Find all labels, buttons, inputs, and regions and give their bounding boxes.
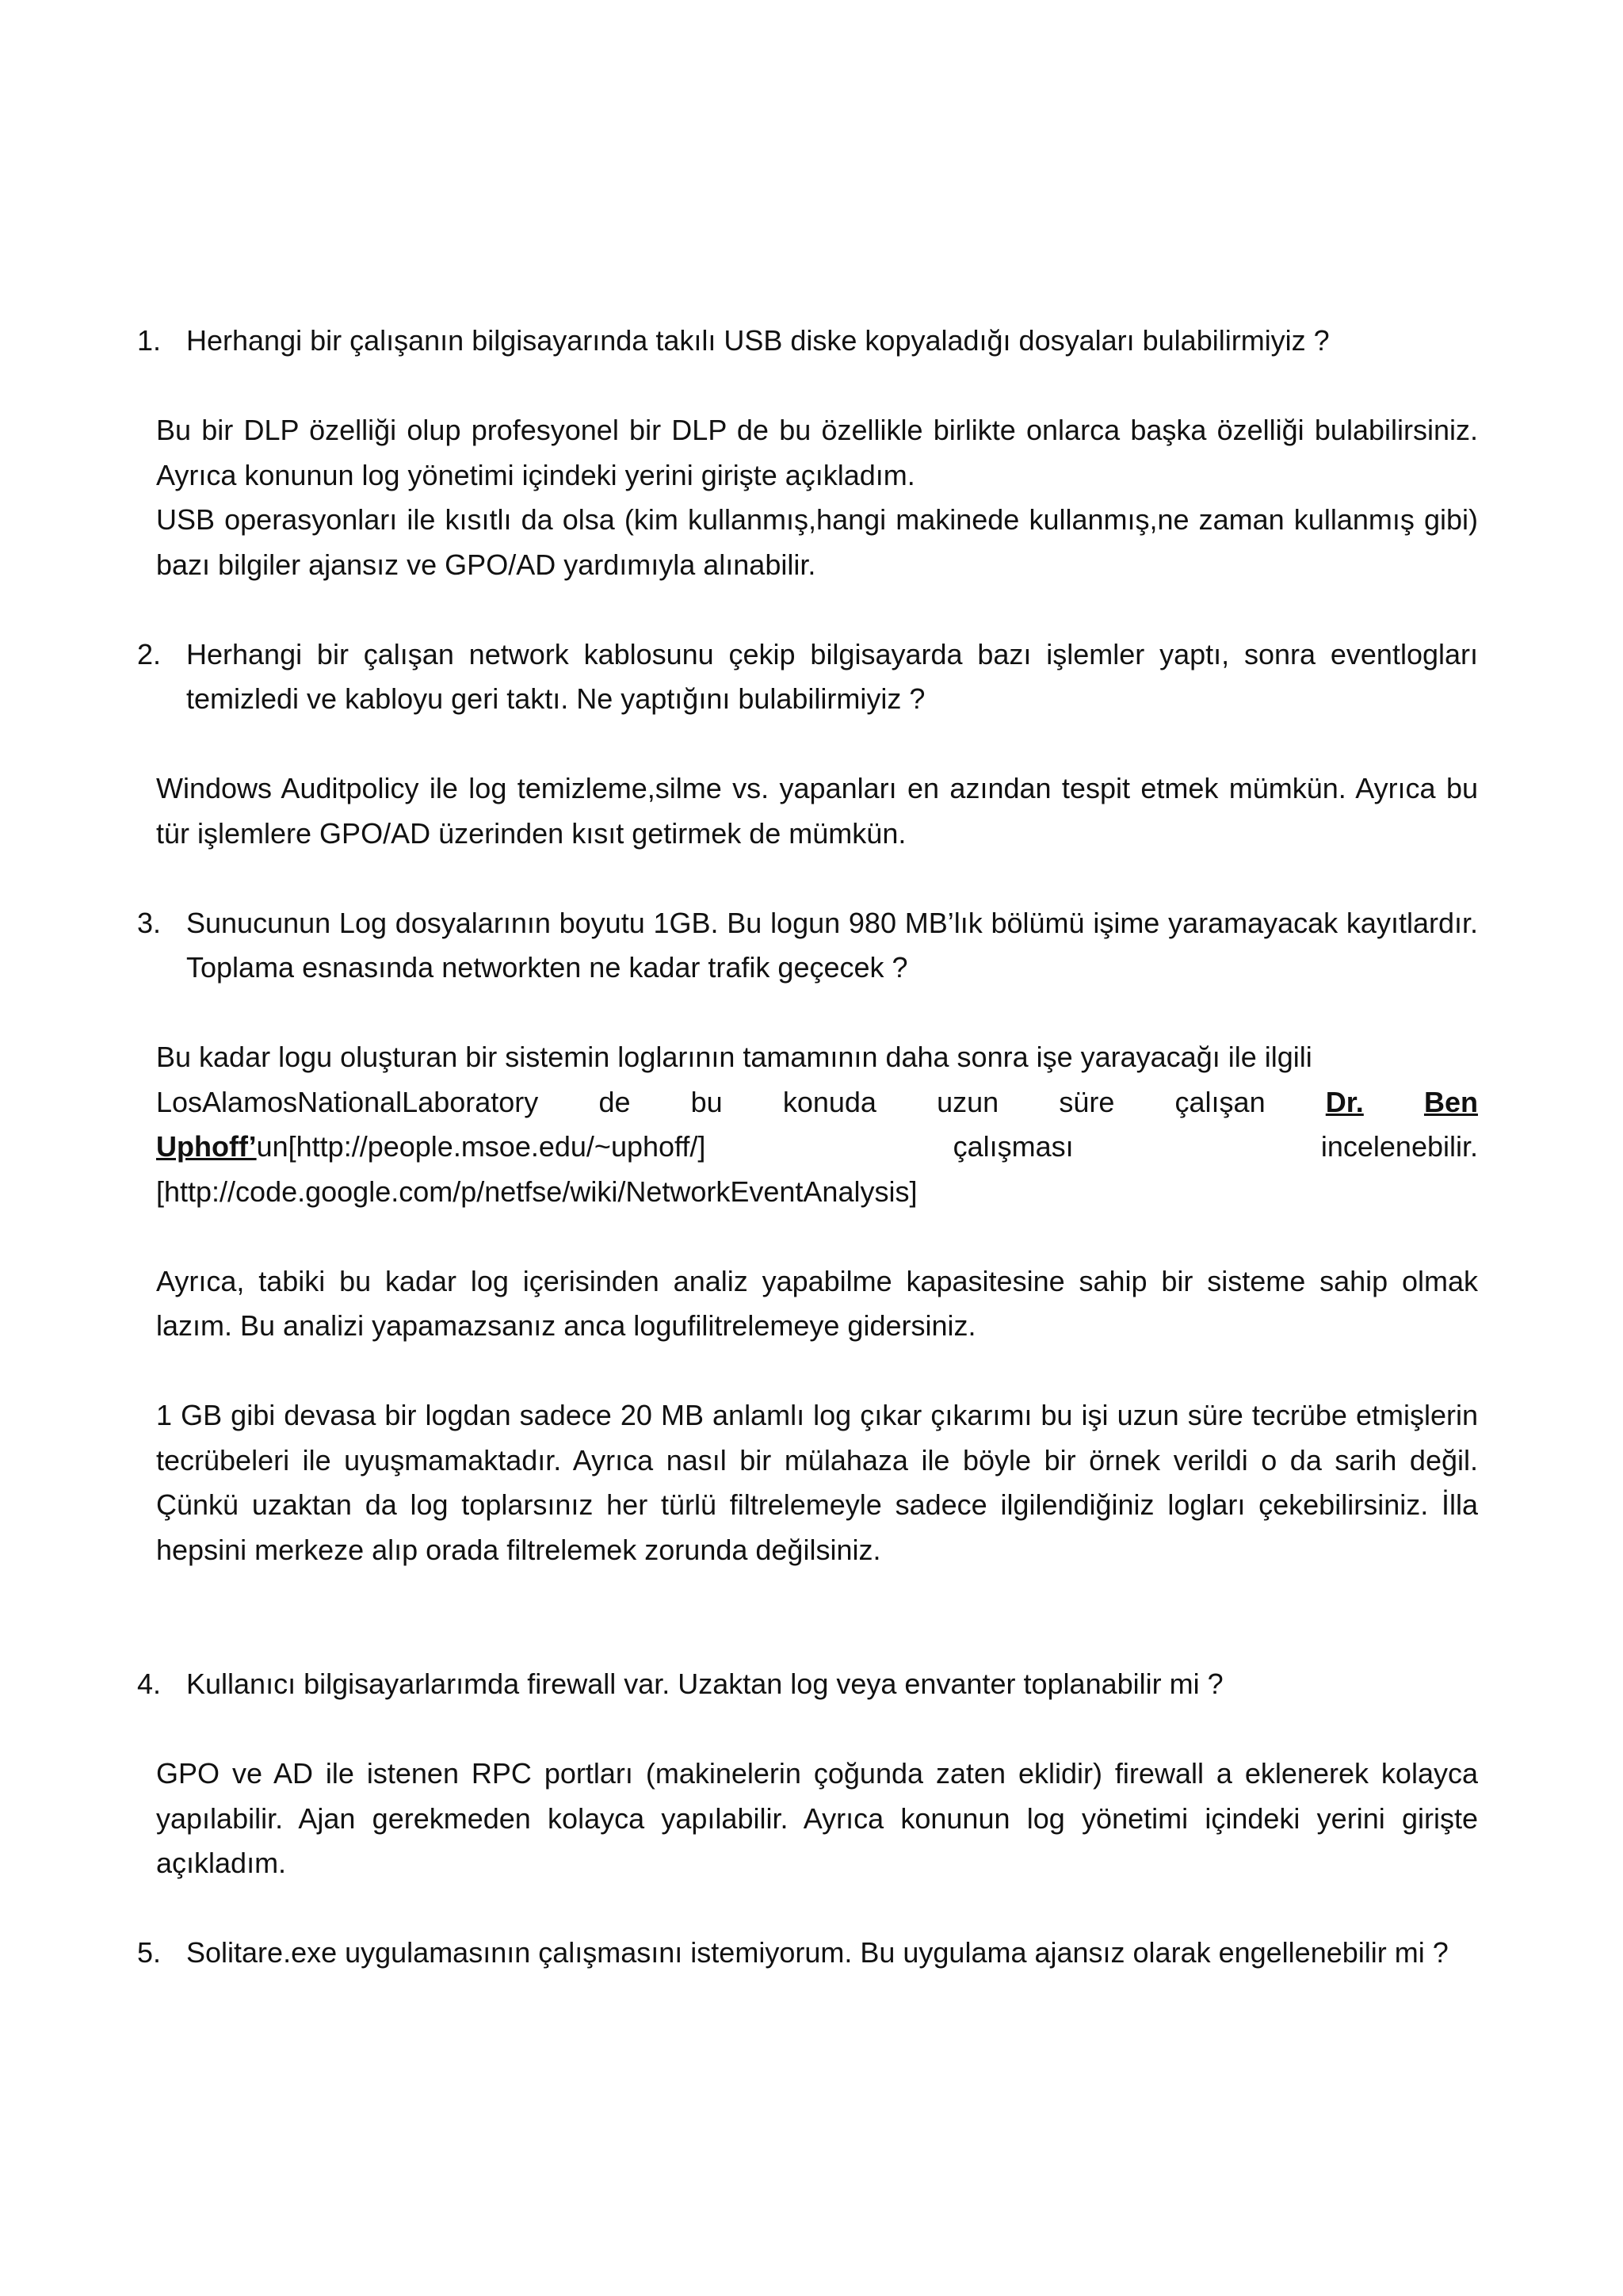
answer-3-line-2 (156, 1080, 1478, 1125)
answer-1-paragraph-1: Bu bir DLP özelliği olup profesyonel bir DLP de bu özellikle birlikte onlarca başka özelliği bulabilirsiniz. Ayrıca konunun log yönetimi içindeki yerini girişte açıkladım. (156, 414, 1478, 491)
answer-3-uphoff-segment (156, 1125, 705, 1170)
question-3 (137, 901, 1478, 991)
question-3-text: Sunucunun Log dosyalarının boyutu 1GB. Bu logun 980 MB’lık bölümü işime yaramayacak kayıtlardır. Toplama esnasında networkten ne kadar trafik geçecek ? (186, 906, 1478, 984)
question-5-number: 5. (137, 1936, 162, 1969)
answer-3-word: LosAlamosNationalLaboratory (156, 1085, 539, 1118)
answer-3-paragraph-1 (137, 1035, 1478, 1214)
answer-3-paragraph-3: 1 GB gibi devasa bir logdan sadece 20 MB anlamlı log çıkar çıkarımı bu işi uzun süre tecrübe etmişlerin tecrübeleri ile uyuşmamaktadır. Ayrıca nasıl bir mülahaza ile böyle bir örnek verildi o da sarih değil. Çünkü uzaktan da log toplarsınız her türlü filtrelemeyle sadece ilgilendiğiniz logları çekebilirsiniz. İlla hepsini merkeze alıp orada filtrelemek zorunda değilsiniz. (156, 1399, 1478, 1566)
question-4-text: Kullanıcı bilgisayarlarımda firewall var. Uzaktan log veya envanter toplanabilir mi ? (186, 1668, 1224, 1700)
question-5 (137, 1931, 1478, 1976)
uphoff-url-text: un[http://people.msoe.edu/~uphoff/] (256, 1130, 706, 1163)
answer-3-line-3 (156, 1125, 1478, 1170)
dr-link-part-2[interactable]: Ben (1423, 1085, 1478, 1118)
question-5-text: Solitare.exe uygulamasının çalışmasını istemiyorum. Bu uygulama ajansız olarak engellenebilir mi ? (186, 1936, 1449, 1969)
answer-3-word: uzun (937, 1085, 999, 1118)
answer-3-word: incelenebilir. (1320, 1130, 1478, 1163)
answer-3-line-1: Bu kadar logu oluşturan bir sistemin loglarının tamamının daha sonra işe yarayacağı ile ilgili (156, 1041, 1312, 1073)
answer-2: Windows Auditpolicy ile log temizleme,silme vs. yapanları en azından tespit etmek mümkün. Ayrıca bu tür işlemlere GPO/AD üzerinden kısıt getirmek de mümkün. (156, 772, 1478, 850)
document-content (137, 319, 1478, 1976)
question-4 (137, 1662, 1478, 1707)
dr-link-part-1[interactable]: Dr. (1325, 1085, 1364, 1118)
question-1-text: Herhangi bir çalışanın bilgisayarında takılı USB diske kopyaladığı dosyaları bulabilirmiyiz ? (186, 324, 1330, 357)
answer-3-word: çalışan (1174, 1085, 1266, 1118)
question-2-text: Herhangi bir çalışan network kablosunu çekip bilgisayarda bazı işlemler yaptı, sonra eventlogları temizledi ve kabloyu geri taktı. Ne yaptığını bulabilirmiyiz ? (186, 637, 1478, 715)
question-1 (137, 319, 1478, 364)
answer-4: GPO ve AD ile istenen RPC portları (makinelerin çoğunda zaten eklidir) firewall a eklenerek kolayca yapılabilir. Ajan gerekmeden kolayca yapılabilir. Ayrıca konunun log yönetimi içindeki yerini girişte açıkladım. (156, 1757, 1478, 1879)
question-4-number: 4. (137, 1668, 162, 1700)
question-2-number: 2. (137, 637, 162, 670)
answer-3-word: de (598, 1085, 631, 1118)
answer-3-word: süre (1059, 1085, 1115, 1118)
uphoff-link[interactable]: Uphoff’ (156, 1130, 257, 1163)
question-2 (137, 632, 1478, 722)
question-1-number: 1. (137, 324, 162, 357)
answer-1-paragraph-2: USB operasyonları ile kısıtlı da olsa (kim kullanmış,hangi makinede kullanmış,ne zaman kullanmış gibi) bazı bilgiler ajansız ve GPO/AD yardımıyla alınabilir. (156, 503, 1478, 581)
answer-3-word: çalışması (953, 1130, 1074, 1163)
question-3-number: 3. (137, 906, 162, 939)
answer-3-word: konuda (782, 1085, 876, 1118)
answer-3-word: bu (690, 1085, 723, 1118)
answer-3-paragraph-2: Ayrıca, tabiki bu kadar log içerisinden analiz yapabilme kapasitesine sahip bir sisteme sahip olmak lazım. Bu analizi yapamazsanız anca logufilitrelemeye gidersiniz. (156, 1264, 1478, 1342)
answer-3-line-4: [http://code.google.com/p/netfse/wiki/NetworkEventAnalysis] (156, 1175, 918, 1208)
